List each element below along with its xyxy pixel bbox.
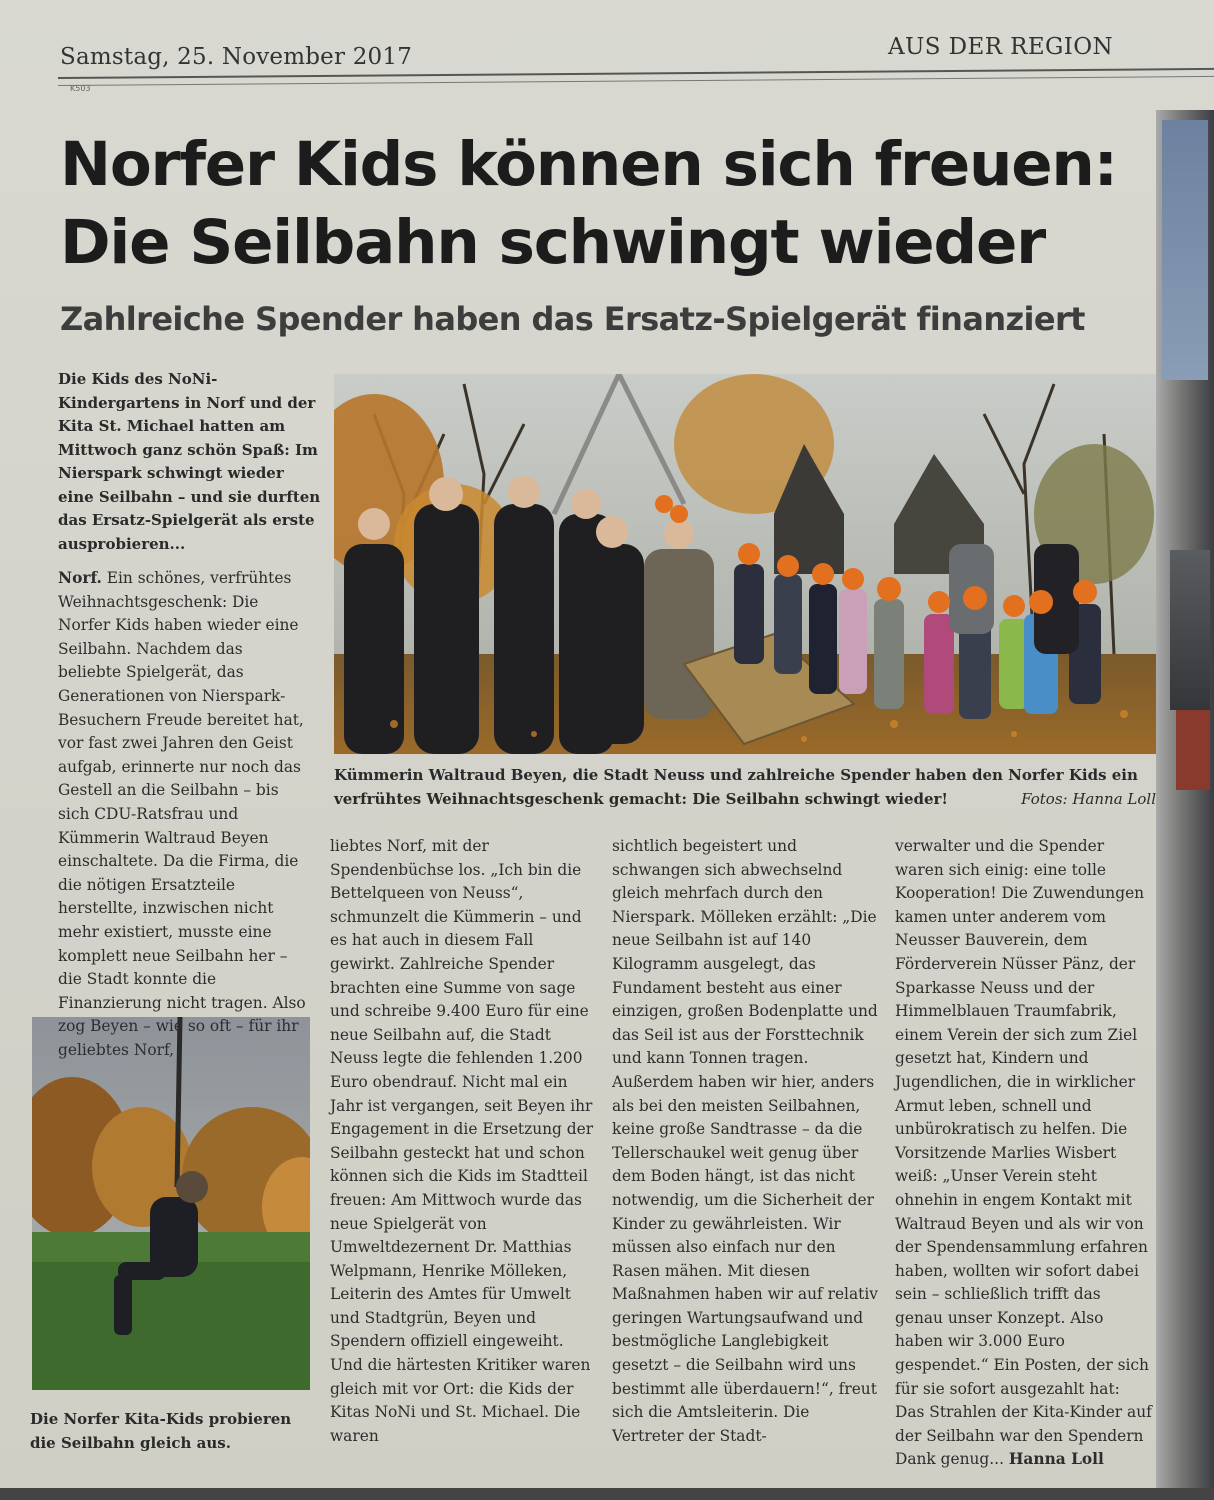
page-bottom-edge — [0, 1488, 1214, 1500]
article-column-2: liebtes Norf, mit der Spendenbüchse los. „Ich bin die Bettelqueen von Neuss“, schmunzelt die Kümmerin – und es hat auch in diesem Fall gewirkt. Zahlreiche Spender brachten eine Summe von sage und schreibe 9.400 Euro für eine neue Seilbahn auf, die Stadt Neuss legte die fehlenden 1.200 Euro obendrauf. Nicht mal ein Jahr ist vergangen, seit Beyen ihr Engagement in die Ersetzung der Seilbahn gesteckt hat und schon können sich die Kids im Stadtteil freuen: Am Mittwoch wurde das neue Spielgerät von Umweltdezernent Dr. Matthias Welpmann, Henrike Mölleken, Leiterin des Amtes für Umwelt und Stadtgrün, Beyen und Spendern offiziell eingeweiht. Und die härtesten Kritiker waren gleich mit vor Ort: die Kids der Kitas NoNi und St. Michael. Die waren — [330, 837, 594, 1445]
photo-credit: Fotos: Hanna Loll — [1021, 789, 1156, 808]
column-4-text: verwalter und die Spender waren sich einig: eine tolle Kooperation! Die Zuwendungen kamen unter anderem vom Neusser Bauverein, dem Förderverein Nüsser Pänz, der Sparkasse Neuss und der Himmelblauen Traumfabrik, einem Verein der sich zum Ziel gesetzt hat, Kindern und Jugendlichen, die in wirklicher Armut leben, schnell und unbürokratisch zu helfen. Die Vorsitzende Marlies Wisbert weiß: „Unser Verein steht ohnehin in engem Kontakt mit Waltraud Beyen und als wir von der Spendensammlung erfahren haben, wollten wir sofort dabei sein – schließlich trifft das genau unser Konzept. Also haben wir 3.000 Euro gespendet.“ Ein Posten, der sich für sie sofort ausgezahlt hat: Das Strahlen der Kita-Kinder auf der Seilbahn war den Spendern Dank genug... — [895, 837, 1152, 1469]
author-byline: Hanna Loll — [1008, 1450, 1104, 1469]
group-photo-image — [334, 374, 1156, 754]
headline-line-2: Die Seilbahn schwingt wieder — [60, 207, 1045, 278]
article-column-1 — [58, 567, 308, 1062]
rope-swing-photo-image — [32, 1017, 310, 1390]
dateline-location: Norf. — [58, 569, 102, 587]
rope-swing-photo — [32, 1017, 310, 1390]
section-label: AUS DER REGION — [888, 34, 1114, 60]
adjacent-photo-strip-red — [1176, 710, 1210, 790]
adjacent-photo-strip — [1162, 120, 1208, 380]
article-column-3: sichtlich begeistert und schwangen sich abwechselnd gleich mehrfach durch den Nierspark. Mölleken erzählt: „Die neue Seilbahn ist auf 140 Kilogramm ausgelegt, das Fundament besteht aus einer einzigen, großen Bodenplatte und das Seil ist aus der Forsttechnik und kann Tonnen tragen. Außerdem haben wir hier, anders als bei den meisten Seilbahnen, keine große Sandtrasse – da die Tellerschaukel weit genug über dem Boden hängt, ist das nicht notwendig, um die Sicherheit der Kinder zu gewährleisten. Wir müssen also einfach nur den Rasen mähen. Mit diesen Maßnahmen haben wir auf relativ geringen Wartungsaufwand und bestmögliche Langlebigkeit gesetzt – die Seilbahn wird uns bestimmt alle überdauern!“, freut sich die Amtsleiterin. Die Vertreter der Stadt- — [612, 837, 878, 1445]
adjacent-photo-strip-dark — [1170, 550, 1210, 710]
headline-line-1: Norfer Kids können sich freuen: — [60, 129, 1117, 200]
adjacent-page-edge — [1156, 110, 1214, 1500]
header-rule — [58, 68, 1214, 86]
page-code: K503 — [70, 84, 91, 93]
issue-date: Samstag, 25. November 2017 — [60, 44, 413, 70]
column-1-text: Ein schönes, verfrühtes Weihnachtsgeschenk: Die Norfer Kids haben wieder eine Seilbahn. Nachdem das beliebte Spielgerät, das Generationen von Nierspark-Besuchern Freude bereitet hat, vor fast zwei Jahren den Geist aufgab, erinnerte nur noch das Gestell an die Seilbahn – bis sich CDU-Ratsfrau und Kümmerin Waltraud Beyen einschaltete. Da die Firma, die die nötigen Ersatzteile herstellte, inzwischen nicht mehr existiert, musste eine komplett neue Seilbahn her – die Stadt konnte die Finanzierung nicht tragen. Also zog Beyen – wie so oft – für ihr geliebtes Norf, — [58, 569, 306, 1059]
subheadline: Zahlreiche Spender haben das Ersatz-Spielgerät finanziert — [60, 300, 1085, 338]
main-caption-text: Kümmerin Waltraud Beyen, die Stadt Neuss und zahlreiche Spender haben den Norfer Kids ein verfrühtes Weihnachtsgeschenk gemacht: Die Seilbahn schwingt wieder! — [334, 766, 1138, 808]
headline — [60, 126, 1160, 282]
article-column-4 — [895, 835, 1153, 1472]
main-photo-caption — [334, 764, 1156, 811]
small-photo-caption: Die Norfer Kita-Kids probieren die Seilbahn gleich aus. — [30, 1410, 292, 1452]
article-teaser: Die Kids des NoNi-Kindergartens in Norf und der Kita St. Michael hatten am Mittwoch ganz schön Spaß: Im Nierspark schwingt wieder eine Seilbahn – und sie durften das Ersatz-Spielgerät als erste ausprobieren... — [58, 370, 321, 553]
group-photo — [334, 374, 1156, 754]
